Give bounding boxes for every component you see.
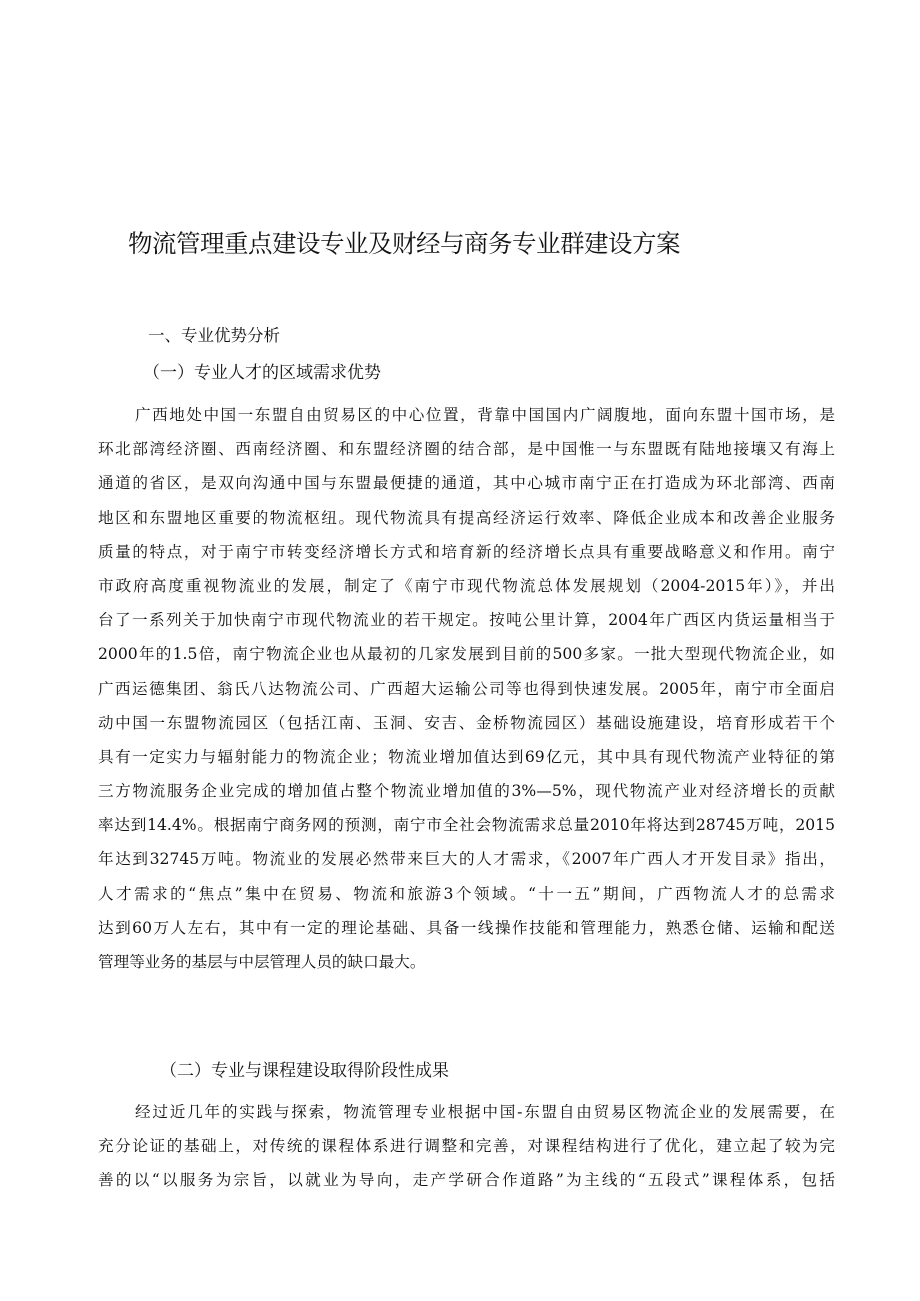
paragraph-line: 广西运德集团、翁氏八达物流公司、广西超大运输公司等也得到快速发展。2005年，南宁市全面启	[98, 679, 835, 698]
paragraph-line: 质量的特点，对于南宁市转变经济增长方式和培育新的经济增长点具有重要战略意义和作用。南宁	[98, 542, 835, 561]
paragraph-line: 率达到14.4%。根据南宁商务网的预测，南宁市全社会物流需求总量2010年将达到28745万吨，2015	[98, 816, 835, 835]
document-title: 物流管理重点建设专业及财经与商务专业群建设方案	[128, 229, 680, 258]
paragraph-line: 善的以“以服务为宗旨，以就业为导向，走产学研合作道路”为主线的“五段式”课程体系，包括	[98, 1171, 835, 1190]
paragraph-line: 具有一定实力与辐射能力的物流企业；物流业增加值达到69亿元，其中具有现代物流产业特征的第	[98, 747, 835, 766]
paragraph-course-results	[98, 1095, 835, 1198]
paragraph-line: 动中国一东盟物流园区（包括江南、玉洞、安吉、金桥物流园区）基础设施建设，培育形成若干个	[98, 713, 835, 732]
paragraph-line: 台了一系列关于加快南宁市现代物流业的若干规定。按吨公里计算，2004年广西区内货运量相当于	[98, 611, 835, 630]
paragraph-line: 三方物流服务企业完成的增加值占整个物流业增加值的3%—5%，现代物流产业对经济增长的贡献	[98, 782, 835, 801]
paragraph-line: 年达到32745万吨。物流业的发展必然带来巨大的人才需求，《2007年广西人才开发目录》指出，	[98, 850, 835, 869]
paragraph-line: 环北部湾经济圈、西南经济圈、和东盟经济圈的结合部，是中国惟一与东盟既有陆地接壤又有海上	[98, 440, 835, 459]
paragraph-line: 广西地处中国一东盟自由贸易区的中心位置，背靠中国国内广阔腹地，面向东盟十国市场，是	[135, 406, 835, 424]
paragraph-line: 人才需求的“焦点”集中在贸易、物流和旅游3个领域。“十一五”期间，广西物流人才的总需求	[98, 884, 835, 903]
paragraph-line: 经过近几年的实践与探索，物流管理专业根据中国-东盟自由贸易区物流企业的发展需要，在	[135, 1103, 835, 1121]
paragraph-line: 市政府高度重视物流业的发展，制定了《南宁市现代物流总体发展规划（2004-2015年）》，并出	[98, 576, 835, 595]
paragraph-line: 2000年的1.5倍，南宁物流企业也从最初的几家发展到目前的500多家。一批大型现代物流企业，如	[98, 645, 835, 664]
paragraph-line: 充分论证的基础上，对传统的课程体系进行调整和完善，对课程结构进行了优化，建立起了较为完	[98, 1137, 835, 1156]
paragraph-regional-demand	[98, 398, 835, 979]
subsection-heading-course-results: （二）专业与课程建设取得阶段性成果	[160, 1061, 449, 1081]
paragraph-line: 通道的省区，是双向沟通中国与东盟最便捷的通道，其中心城市南宁正在打造成为环北部湾、西南	[98, 474, 835, 493]
paragraph-line: 达到60万人左右，其中有一定的理论基础、具备一线操作技能和管理能力，熟悉仓储、运输和配送	[98, 918, 835, 937]
subsection-heading-regional-demand: （一）专业人才的区域需求优势	[143, 363, 381, 383]
paragraph-line: 地区和东盟地区重要的物流枢纽。现代物流具有提高经济运行效率、降低企业成本和改善企业服务	[98, 508, 835, 527]
paragraph-line-last: 管理等业务的基层与中层管理人员的缺口最大。	[98, 953, 426, 971]
section-heading-advantage-analysis: 一、专业优势分析	[148, 326, 280, 345]
